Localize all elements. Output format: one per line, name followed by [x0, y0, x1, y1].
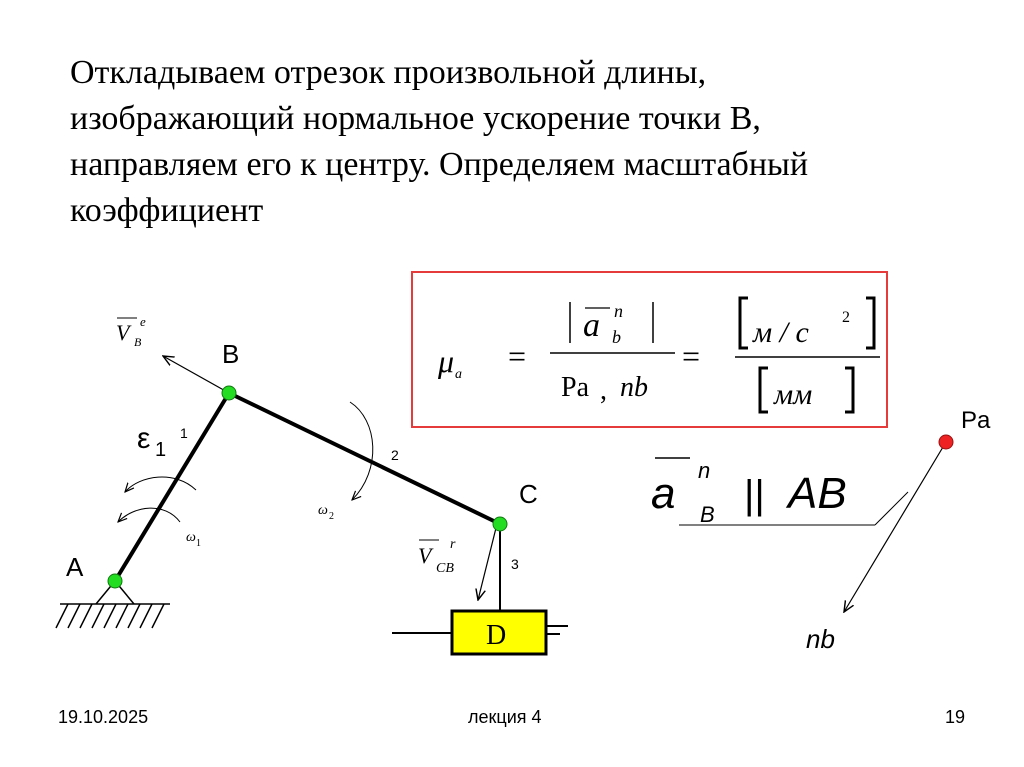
vbe-main: V — [116, 320, 130, 345]
title-line-1: Откладываем отрезок произвольной длины, — [70, 54, 707, 91]
formula-mu: μ — [438, 343, 455, 379]
formula-unit-sup: 2 — [842, 309, 850, 326]
footer-page-number: 19 — [945, 707, 966, 727]
relation-sub: B — [700, 502, 715, 527]
normal-acceleration-vector — [844, 442, 946, 612]
epsilon1-arc-icon — [125, 477, 196, 492]
pole-pa — [939, 435, 953, 449]
formula-num-a: a — [583, 307, 600, 344]
link-ab — [115, 393, 229, 581]
label-c: C — [519, 479, 538, 509]
epsilon-symbol: ε — [137, 422, 151, 455]
link-number-1: 1 — [180, 425, 188, 441]
epsilon-subscript: 1 — [155, 439, 167, 461]
footer-date: 19.10.2025 — [58, 707, 149, 727]
velocity-vcb-arrow — [478, 528, 496, 600]
vcb-main: V — [418, 543, 432, 568]
formula-unit-den: мм — [774, 378, 813, 411]
relation-sup: n — [698, 458, 711, 483]
joint-a — [108, 574, 122, 588]
formula-equals-2: = — [682, 338, 701, 374]
label-nb: nb — [806, 624, 835, 654]
title-line-3: направляем его к центру. Определяем масштабный — [70, 146, 809, 183]
omega1-symbol: ω — [186, 530, 196, 545]
relation-ab: AB — [788, 469, 847, 518]
vcb-sup: r — [450, 537, 456, 552]
slider-label: D — [486, 620, 507, 651]
title-line-4: коэффициент — [70, 192, 264, 229]
omega1-arc-icon — [118, 508, 180, 522]
relation-parallel: || — [744, 473, 765, 517]
omega2-subscript: 2 — [329, 511, 334, 522]
velocity-vbe-label — [116, 314, 146, 349]
formula-unit-num: м / с — [753, 316, 809, 349]
joint-b — [222, 386, 236, 400]
vbe-sub: B — [134, 335, 142, 349]
formula-den-comma: , — [600, 375, 607, 406]
formula-equals-1: = — [508, 338, 527, 374]
label-pa: Pa — [961, 407, 991, 434]
parallel-relation — [651, 458, 908, 527]
label-a: A — [66, 552, 84, 582]
vbe-sup: e — [140, 314, 146, 329]
vcb-sub: CB — [436, 561, 454, 576]
velocity-vcb-label — [418, 537, 456, 576]
formula-mu-sub: a — [455, 367, 462, 382]
link-bc — [229, 393, 500, 524]
link-number-2: 2 — [391, 447, 399, 463]
omega2-symbol: ω — [318, 503, 328, 518]
formula-den-nb: nb — [620, 372, 648, 403]
label-b: B — [222, 339, 240, 369]
joint-c — [493, 517, 507, 531]
formula-num-sup: n — [614, 301, 623, 321]
scale-formula — [437, 298, 880, 412]
omega1-subscript: 1 — [196, 538, 201, 549]
footer-lecture: лекция 4 — [468, 707, 542, 727]
link-number-3: 3 — [511, 556, 519, 572]
formula-num-sub: b — [612, 327, 621, 347]
title-line-2: изображающий нормальное ускорение точки B, — [70, 100, 761, 137]
formula-den-pa: Pa — [561, 372, 589, 403]
relation-a: a — [651, 469, 676, 518]
velocity-vbe-arrow — [163, 356, 229, 393]
